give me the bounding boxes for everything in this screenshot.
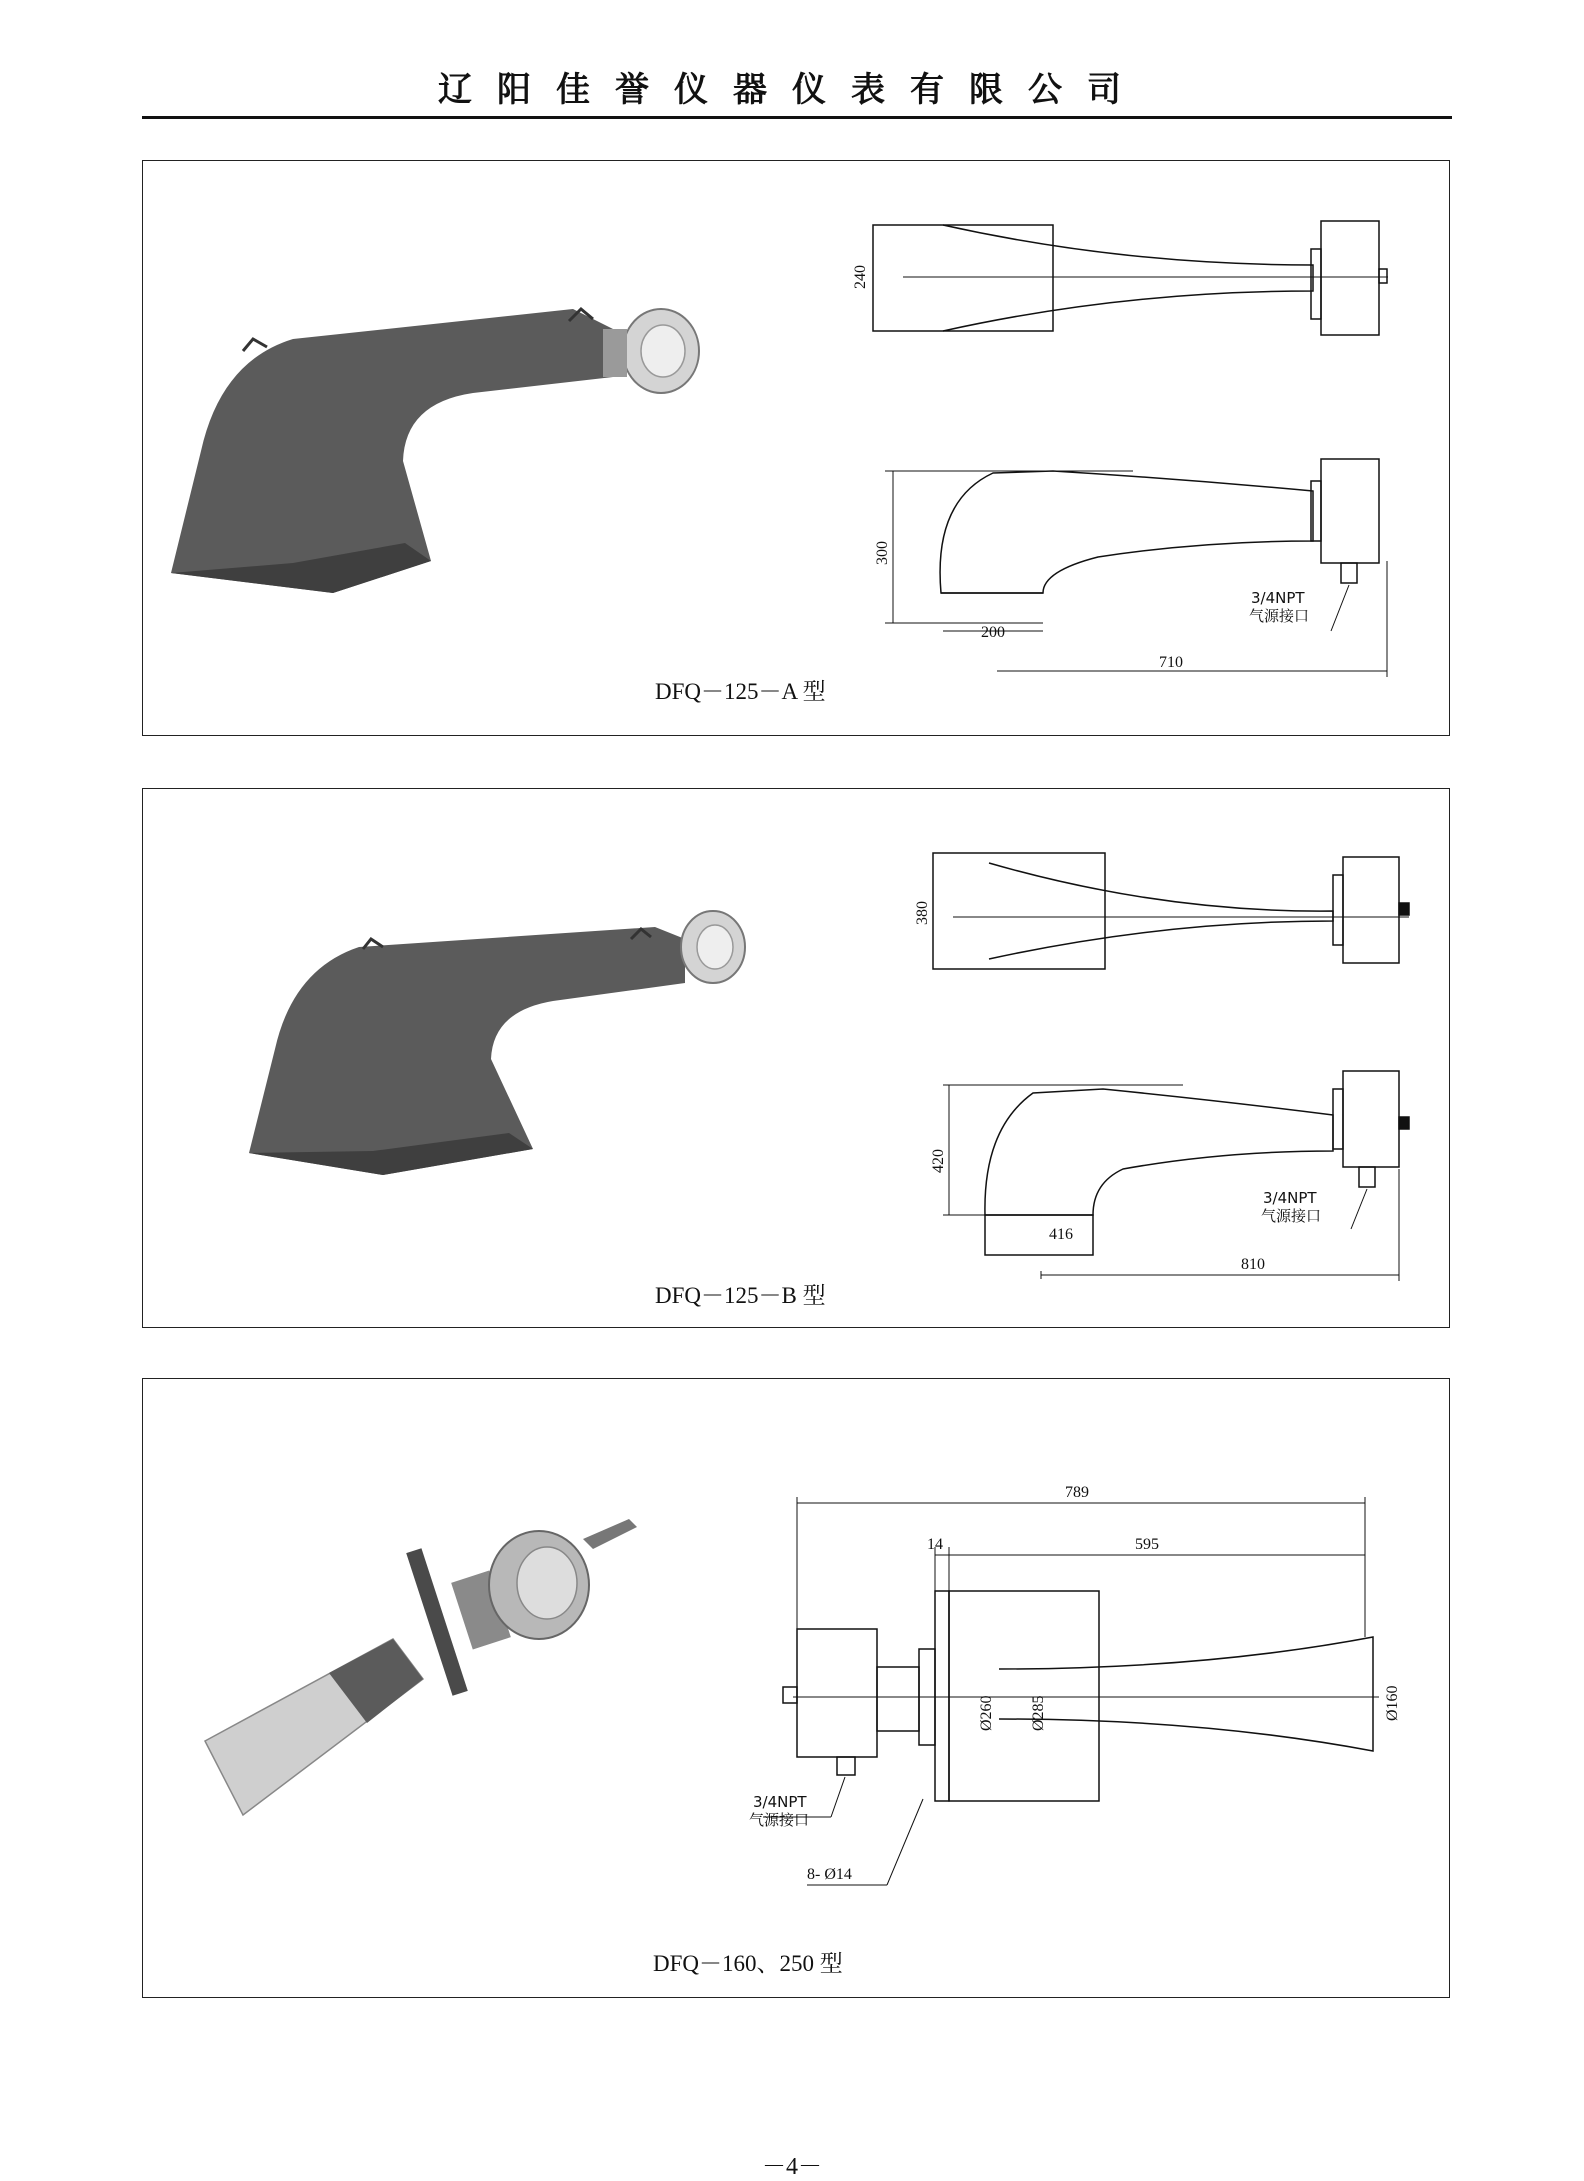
top-view-125-b: [933, 853, 1409, 969]
model-caption-125a: DFQ－125－A 型: [655, 679, 826, 704]
port-label-line1-125a: 3/4NPT: [1251, 589, 1305, 607]
port-label-line1-125b: 3/4NPT: [1263, 1189, 1317, 1207]
dim-flange-160: 14: [927, 1536, 943, 1553]
panel-dfq-160-250: [142, 1378, 1450, 1998]
panel-dfq-125-b: [142, 788, 1450, 1328]
panel-3-graphics: [143, 1379, 1449, 1997]
dim-d160: Ø160: [1384, 1685, 1401, 1721]
panel-2-graphics: [143, 789, 1449, 1327]
port-label-line2-160: 气源接口: [749, 1811, 810, 1829]
panel-dfq-125-a: [142, 160, 1450, 736]
dim-d285: Ø285: [1030, 1695, 1047, 1731]
side-view-125-b: [943, 1071, 1409, 1281]
dim-d260: Ø260: [978, 1695, 995, 1731]
dim-length-125a: 710: [1159, 654, 1183, 671]
port-label-line1-160: 3/4NPT: [753, 1793, 807, 1811]
dim-holes-160: 8- Ø14: [807, 1866, 852, 1883]
dim-base-125b: 416: [1049, 1226, 1073, 1243]
company-name: 辽阳佳誉仪器仪表有限公司: [438, 70, 1146, 110]
dim-horn-160: 595: [1135, 1536, 1159, 1553]
dim-top-height-125b: 380: [914, 901, 931, 925]
dim-base-125a: 200: [981, 624, 1005, 641]
product-photo-160-250: [205, 1519, 637, 1815]
panel-1-graphics: [143, 161, 1449, 735]
product-photo-125-a: [171, 309, 699, 593]
dim-side-height-125b: 420: [930, 1149, 947, 1173]
front-view-160-250: [763, 1497, 1379, 1885]
dim-length-125b: 810: [1241, 1256, 1265, 1273]
top-view-125-a: [873, 221, 1388, 335]
port-label-line2-125a: 气源接口: [1249, 607, 1310, 625]
header-rule: [142, 116, 1452, 119]
dim-top-height-125a: 240: [852, 265, 869, 289]
port-label-line2-125b: 气源接口: [1261, 1207, 1322, 1225]
side-view-125-a: [885, 459, 1387, 677]
dim-overall-160: 789: [1065, 1484, 1089, 1501]
model-caption-125b: DFQ－125－B 型: [655, 1283, 826, 1308]
dim-side-height-125a: 300: [874, 541, 891, 565]
page-number: －4－: [762, 2154, 822, 2180]
product-photo-125-b: [249, 911, 745, 1175]
model-caption-160-250: DFQ－160、250 型: [653, 1951, 843, 1976]
